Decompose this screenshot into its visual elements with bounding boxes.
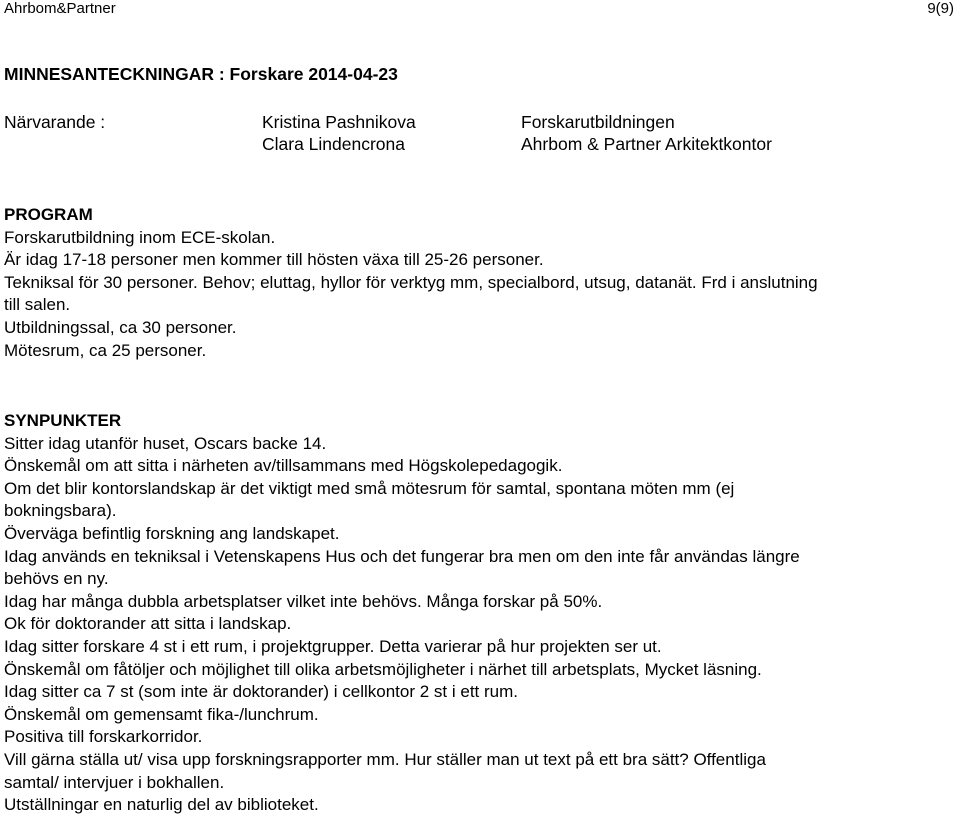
attendee-orgs [521,111,772,155]
synpunkter-line: behövs en ny. [4,569,109,589]
synpunkter-line: bokningsbara). [4,501,117,521]
synpunkter-line: Idag sitter ca 7 st (som inte är doktorander) i cellkontor 2 st i ett rum. [4,682,518,702]
synpunkter-line: Positiva till forskarkorridor. [4,727,203,747]
synpunkter-line: samtal/ intervjuer i bokhallen. [4,772,225,792]
synpunkter-heading: SYNPUNKTER [4,411,122,430]
program-heading: PROGRAM [4,205,93,224]
synpunkter-line: Sitter idag utanför huset, Oscars backe 14. [4,433,327,453]
synpunkter-line: Utställningar en naturlig del av biblioteket. [4,795,319,815]
program-line: Tekniksal för 30 personer. Behov; eluttag, hyllor för verktyg mm, specialbord, utsug, datanät. Frd i anslutning [4,272,818,292]
attendee-org: Forskarutbildningen [521,112,675,132]
program-line: Mötesrum, ca 25 personer. [4,340,207,360]
program-line: Är idag 17-18 personer men kommer till hösten växa till 25-26 personer. [4,250,544,270]
program-section [4,204,954,362]
attendee-org: Ahrbom & Partner Arkitektkontor [521,134,772,154]
synpunkter-line: Överväga befintlig forskning ang landskapet. [4,523,340,543]
page-header [4,0,954,20]
attendee-names [262,111,416,155]
synpunkter-line: Vill gärna ställa ut/ visa upp forskningsrapporter mm. Hur ställer man ut text på ett bra sätt? Offentliga [4,749,766,769]
attendee-name: Clara Lindencrona [262,134,406,154]
page-number: 9(9) [927,0,954,17]
synpunkter-line: Önskemål om att sitta i närheten av/tillsammans med Högskolepedagogik. [4,456,563,476]
company-name: Ahrbom&Partner [4,0,116,17]
synpunkter-section [4,410,954,817]
synpunkter-line: Ok för doktorander att sitta i landskap. [4,614,292,634]
document-title: MINNESANTECKNINGAR : Forskare 2014-04-23 [4,64,398,84]
program-line: Forskarutbildning inom ECE-skolan. [4,227,276,247]
attendee-name: Kristina Pashnikova [262,112,416,132]
synpunkter-line: Idag används en tekniksal i Vetenskapens Hus och det fungerar bra men om den inte får användas längre [4,546,800,566]
synpunkter-line: Idag har många dubbla arbetsplatser vilket inte behövs. Många forskar på 50%. [4,591,603,611]
synpunkter-line: Önskemål om gemensamt fika-/lunchrum. [4,704,319,724]
synpunkter-line: Idag sitter forskare 4 st i ett rum, i projektgrupper. Detta varierar på hur projekten ser ut. [4,636,662,656]
program-line: till salen. [4,295,71,315]
program-line: Utbildningssal, ca 30 personer. [4,317,237,337]
synpunkter-line: Önskemål om fåtöljer och möjlighet till olika arbetsmöjligheter i närhet till arbetsplats, Mycket läsning. [4,659,762,679]
synpunkter-line: Om det blir kontorslandskap är det viktigt med små mötesrum för samtal, spontana möten mm (ej [4,478,735,498]
attendees-label: Närvarande : [4,112,106,132]
